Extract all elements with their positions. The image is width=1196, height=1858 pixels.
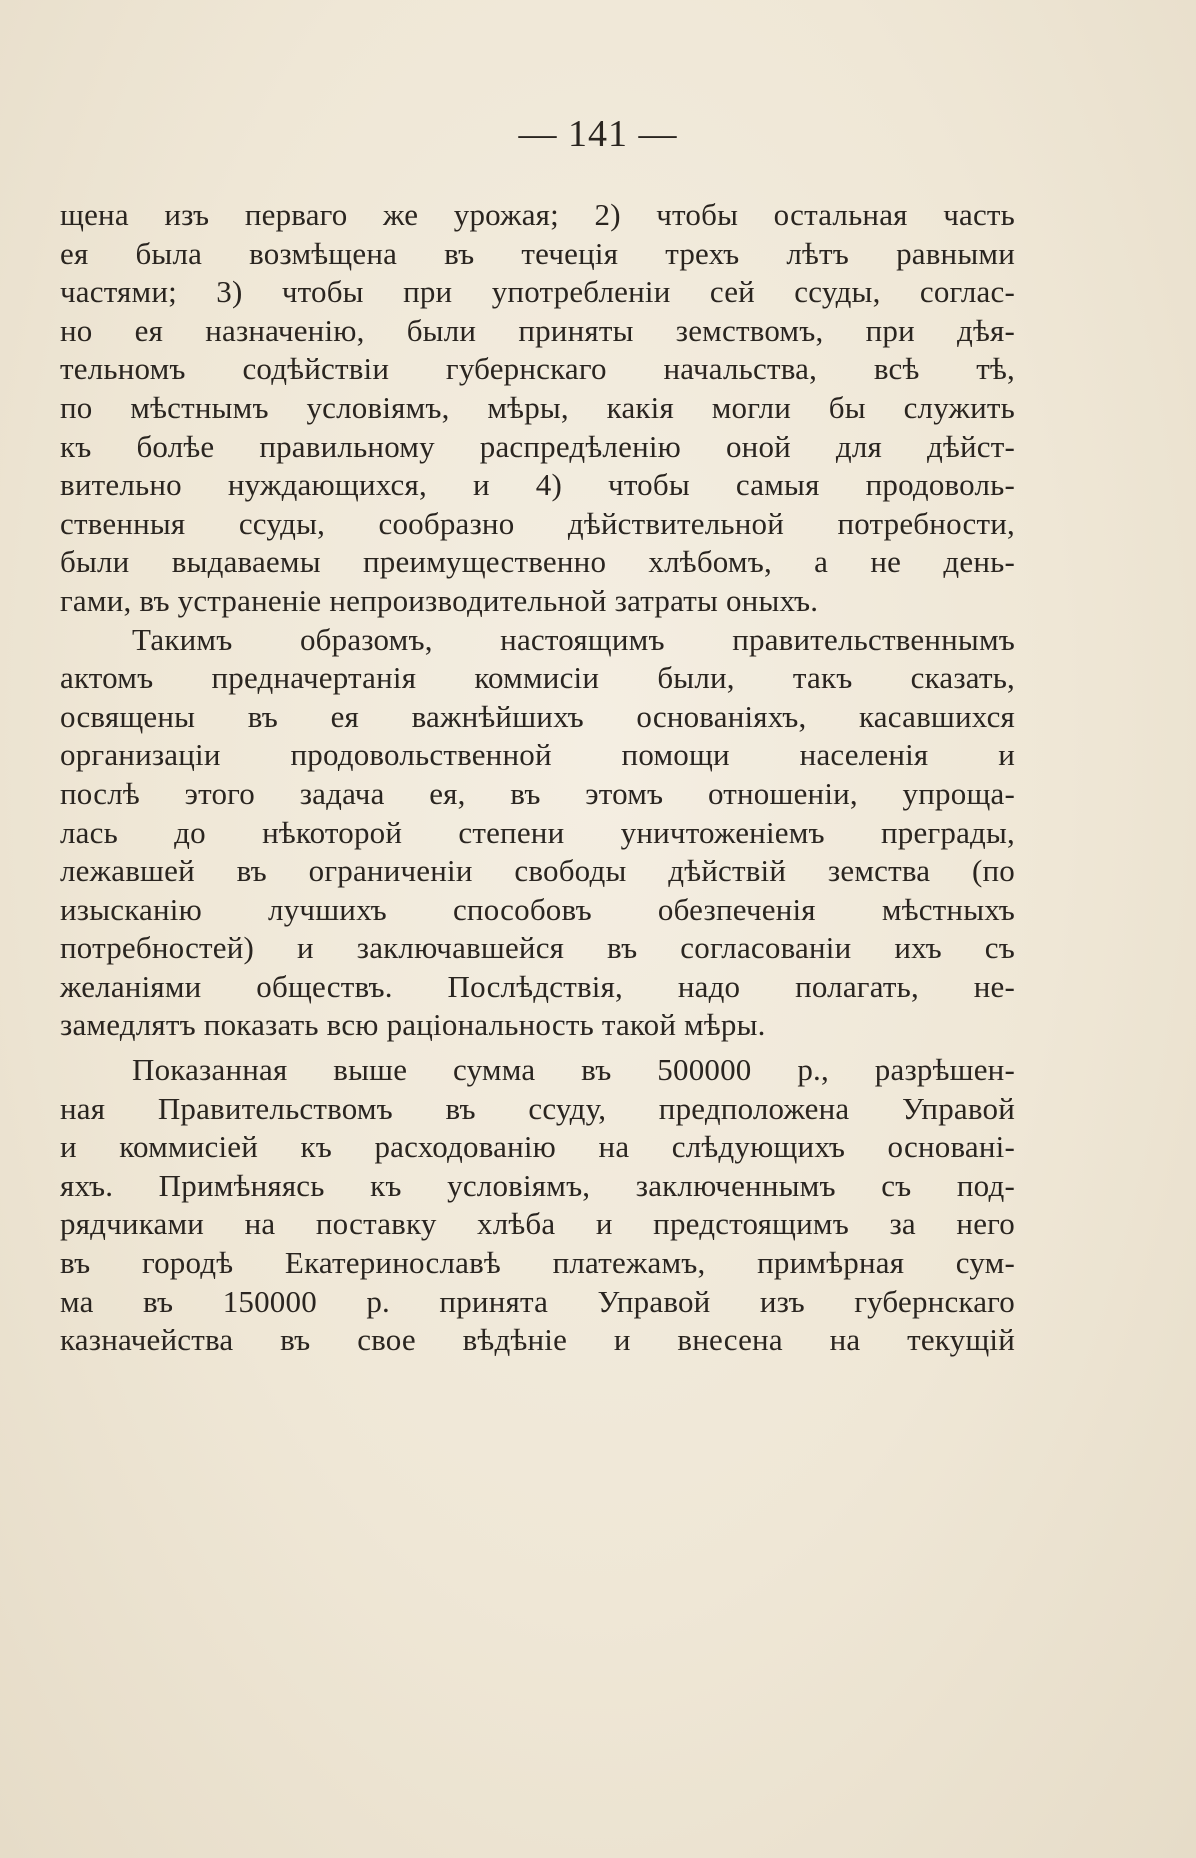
text-line: организаціи продовольственной помощи населенія и: [60, 737, 1015, 773]
text-line: потребностей) и заключавшейся въ согласованіи ихъ съ: [60, 930, 1015, 966]
text-line: и коммисіей къ расходованію на слѣдующихъ основані-: [60, 1129, 1015, 1165]
text-line: ма въ 150000 р. принята Управой изъ губернскаго: [60, 1283, 1015, 1319]
text-line: актомъ предначертанія коммисіи были, такъ сказать,: [60, 660, 1015, 696]
text-line: но ея назначенію, были приняты земствомъ, при дѣя-: [60, 312, 1015, 348]
text-line: къ болѣе правильному распредѣленію оной для дѣйст-: [60, 428, 1015, 464]
text-line: Показанная выше сумма въ 500000 р., разрѣшен-: [132, 1052, 1015, 1088]
text-line: щена изъ перваго же урожая; 2) чтобы остальная часть: [60, 197, 1015, 232]
body-text: [60, 196, 1015, 1360]
text-line: изысканію лучшихъ способовъ обезпеченія мѣстныхъ: [60, 891, 1015, 927]
text-line: гами, въ устраненіе непроизводительной затраты оныхъ.: [60, 582, 819, 618]
text-line: ея была возмѣщена въ течеція трехъ лѣтъ равными: [60, 235, 1015, 271]
text-line: рядчиками на поставку хлѣба и предстоящимъ за него: [60, 1206, 1015, 1242]
text-line: яхъ. Примѣняясь къ условіямъ, заключеннымъ съ под-: [60, 1167, 1015, 1203]
page-number: — 141 —: [518, 113, 678, 155]
text-line: замедлятъ показать всю раціональность такой мѣры.: [60, 1007, 766, 1043]
text-line: были выдаваемы преимущественно хлѣбомъ, а не день-: [60, 544, 1015, 580]
text-line: тельномъ содѣйствіи губернскаго начальства, всѣ тѣ,: [60, 351, 1015, 387]
text-line: лась до нѣкоторой степени уничтоженіемъ преграды,: [60, 814, 1015, 850]
text-line: частями; 3) чтобы при употребленіи сей ссуды, соглас-: [60, 274, 1015, 310]
text-line: желаніями обществъ. Послѣдствія, надо полагать, не-: [60, 968, 1015, 1004]
text-line: ная Правительствомъ въ ссуду, предположена Управой: [60, 1090, 1015, 1126]
text-line: освящены въ ея важнѣйшихъ основаніяхъ, касавшихся: [60, 698, 1015, 734]
text-line: Такимъ образомъ, настоящимъ правительственнымъ: [132, 621, 1015, 657]
text-line: по мѣстнымъ условіямъ, мѣры, какія могли бы служить: [60, 389, 1015, 425]
text-line: послѣ этого задача ея, въ этомъ отношеніи, упроща-: [60, 775, 1015, 811]
text-line: вительно нуждающихся, и 4) чтобы самыя продоволь-: [60, 467, 1015, 503]
text-line: лежавшей въ ограниченіи свободы дѣйствій земства (по: [60, 853, 1015, 889]
text-line: въ городѣ Екатеринославѣ платежамъ, примѣрная сум-: [60, 1245, 1015, 1281]
text-line: казначейства въ свое вѣдѣніе и внесена на текущій: [60, 1322, 1015, 1358]
text-line: ственныя ссуды, сообразно дѣйствительной потребности,: [60, 505, 1015, 541]
